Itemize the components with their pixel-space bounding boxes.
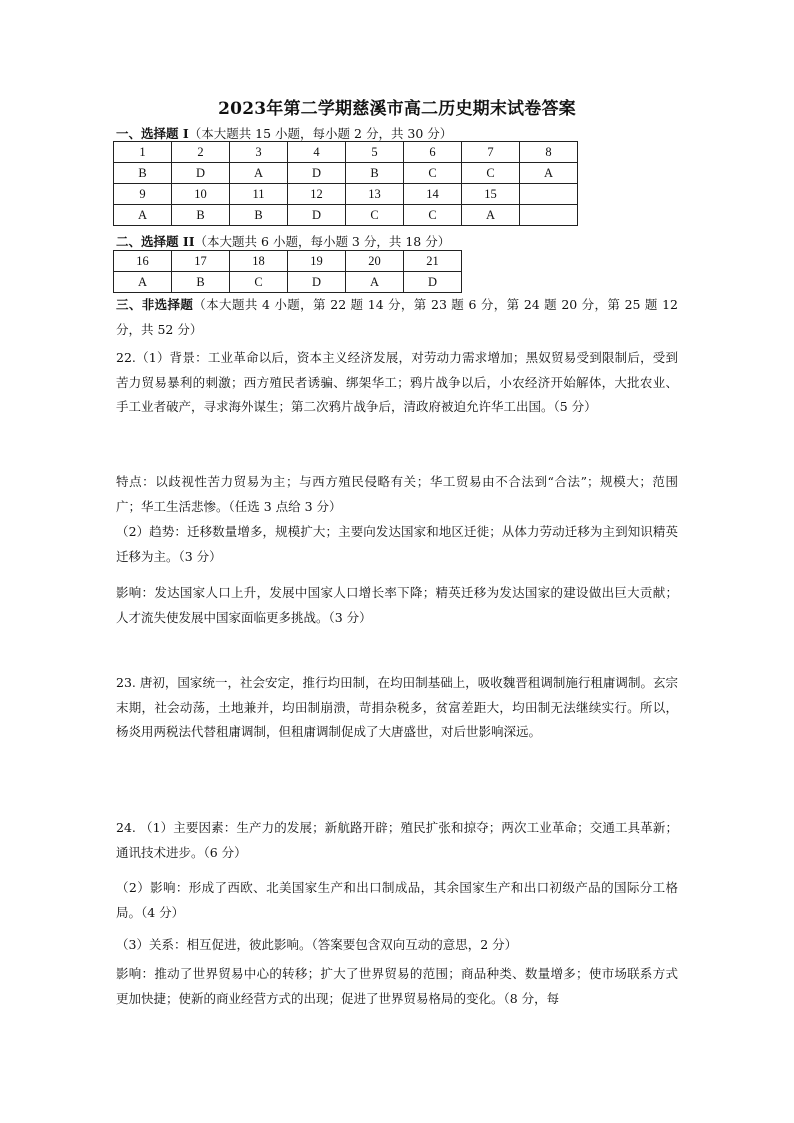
table-cell: C bbox=[404, 163, 462, 184]
q22-trend-answer: （2）趋势：迁移数量增多，规模扩大；主要向发达国家和地区迁徙；从体力劳动迁移为主到知识精英迁移为主。（3 分） bbox=[116, 524, 678, 564]
table-cell: 10 bbox=[172, 184, 230, 205]
table-cell: 1 bbox=[114, 142, 172, 163]
choice-answer-table-1 bbox=[113, 141, 578, 226]
table-cell: C bbox=[462, 163, 520, 184]
table-cell: B bbox=[346, 163, 404, 184]
table-cell: D bbox=[288, 272, 346, 293]
section3-header bbox=[116, 293, 678, 342]
table-row bbox=[114, 142, 578, 163]
q24-division-answer: （2）影响：形成了西欧、北美国家生产和出口制成品，其余国家生产和出口初级产品的国际分工格局。（4 分） bbox=[116, 880, 678, 920]
table-cell: 16 bbox=[114, 251, 172, 272]
table-cell: 20 bbox=[346, 251, 404, 272]
q22-background-answer: 22.（1）背景：工业革命以后，资本主义经济发展，对劳动力需求增加；黑奴贸易受到限制后，受到苦力贸易暴利的刺激；西方殖民者诱骗、绑架华工；鸦片战争以后，小农经济开始解体，大批农业、手工业者破产，寻求海外谋生；第二次鸦片战争后，清政府被迫允许华工出国。（5 分） bbox=[116, 350, 678, 414]
table-cell: 3 bbox=[230, 142, 288, 163]
table-cell: 15 bbox=[462, 184, 520, 205]
table-cell: A bbox=[114, 205, 172, 226]
table-cell: A bbox=[346, 272, 404, 293]
table-cell: 4 bbox=[288, 142, 346, 163]
table-cell: 12 bbox=[288, 184, 346, 205]
section2-note: （本大题共 6 小题，每小题 3 分，共 18 分） bbox=[194, 234, 451, 249]
table-cell: 6 bbox=[404, 142, 462, 163]
table-cell: D bbox=[172, 163, 230, 184]
table-cell: D bbox=[288, 163, 346, 184]
table-cell: 5 bbox=[346, 142, 404, 163]
table-cell bbox=[520, 205, 578, 226]
table-row bbox=[114, 163, 578, 184]
table-cell: 19 bbox=[288, 251, 346, 272]
table-row bbox=[114, 205, 578, 226]
table-cell: 7 bbox=[462, 142, 520, 163]
table-cell: D bbox=[288, 205, 346, 226]
table-cell: D bbox=[404, 272, 462, 293]
table-cell: B bbox=[172, 272, 230, 293]
table-cell: 11 bbox=[230, 184, 288, 205]
table-cell: 2 bbox=[172, 142, 230, 163]
table-cell: 13 bbox=[346, 184, 404, 205]
section3-heading: 三、非选择题 bbox=[116, 297, 194, 312]
table-cell: 8 bbox=[520, 142, 578, 163]
q22-impact-answer: 影响：发达国家人口上升，发展中国家人口增长率下降；精英迁移为发达国家的建设做出巨大贡献；人才流失使发展中国家面临更多挑战。（3 分） bbox=[116, 585, 678, 625]
table-cell bbox=[520, 184, 578, 205]
table-cell: 18 bbox=[230, 251, 288, 272]
choice-answer-table-2 bbox=[113, 250, 462, 293]
table-cell: B bbox=[172, 205, 230, 226]
table-cell: C bbox=[230, 272, 288, 293]
q23-answer: 23. 唐初，国家统一，社会安定，推行均田制，在均田制基础上，吸收魏晋租调制施行租庸调制。玄宗末期，社会动荡，土地兼并，均田制崩溃，苛捐杂税多，贫富差距大，均田制无法继续实行。所以，杨炎用两税法代替租庸调制，但租庸调制促成了大唐盛世，对后世影响深远。 bbox=[116, 675, 678, 739]
q24-impact-answer: 影响：推动了世界贸易中心的转移；扩大了世界贸易的范围；商品种类、数量增多；使市场联系方式更加快捷；使新的商业经营方式的出现；促进了世界贸易格局的变化。（8 分，每 bbox=[116, 966, 678, 1006]
table-cell: A bbox=[462, 205, 520, 226]
section1-heading: 一、选择题 I bbox=[116, 126, 189, 141]
table-row bbox=[114, 184, 578, 205]
section3-note: （本大题共 4 小题，第 22 题 14 分，第 23 题 6 分，第 24 题 20 分，第 25 题 12 分，共 52 分） bbox=[116, 297, 678, 337]
section1-note: （本大题共 15 小题，每小题 2 分，共 30 分） bbox=[188, 126, 453, 141]
table-cell: 9 bbox=[114, 184, 172, 205]
table-cell: B bbox=[114, 163, 172, 184]
table-cell: A bbox=[230, 163, 288, 184]
section2-header bbox=[116, 232, 450, 250]
q24-factors-answer: 24. （1）主要因素：生产力的发展；新航路开辟；殖民扩张和掠夺；两次工业革命；交通工具革新；通讯技术进步。（6 分） bbox=[116, 820, 678, 860]
section1-header bbox=[116, 124, 452, 142]
q22-features-answer: 特点：以歧视性苦力贸易为主；与西方殖民侵略有关；华工贸易由不合法到“合法”；规模大；范围广；华工生活悲惨。（任选 3 点给 3 分） bbox=[116, 474, 678, 514]
table-cell: C bbox=[404, 205, 462, 226]
q24-relation-answer: （3）关系：相互促进，彼此影响。（答案要包含双向互动的意思，2 分） bbox=[116, 937, 518, 952]
table-cell: 14 bbox=[404, 184, 462, 205]
table-row bbox=[114, 251, 462, 272]
table-cell: B bbox=[230, 205, 288, 226]
page-title: 2023年第二学期慈溪市高二历史期末试卷答案 bbox=[218, 99, 576, 119]
table-row bbox=[114, 272, 462, 293]
table-cell: 17 bbox=[172, 251, 230, 272]
table-cell: C bbox=[346, 205, 404, 226]
table-cell: A bbox=[520, 163, 578, 184]
section2-heading: 二、选择题 II bbox=[116, 234, 195, 249]
table-cell: 21 bbox=[404, 251, 462, 272]
table-cell: A bbox=[114, 272, 172, 293]
